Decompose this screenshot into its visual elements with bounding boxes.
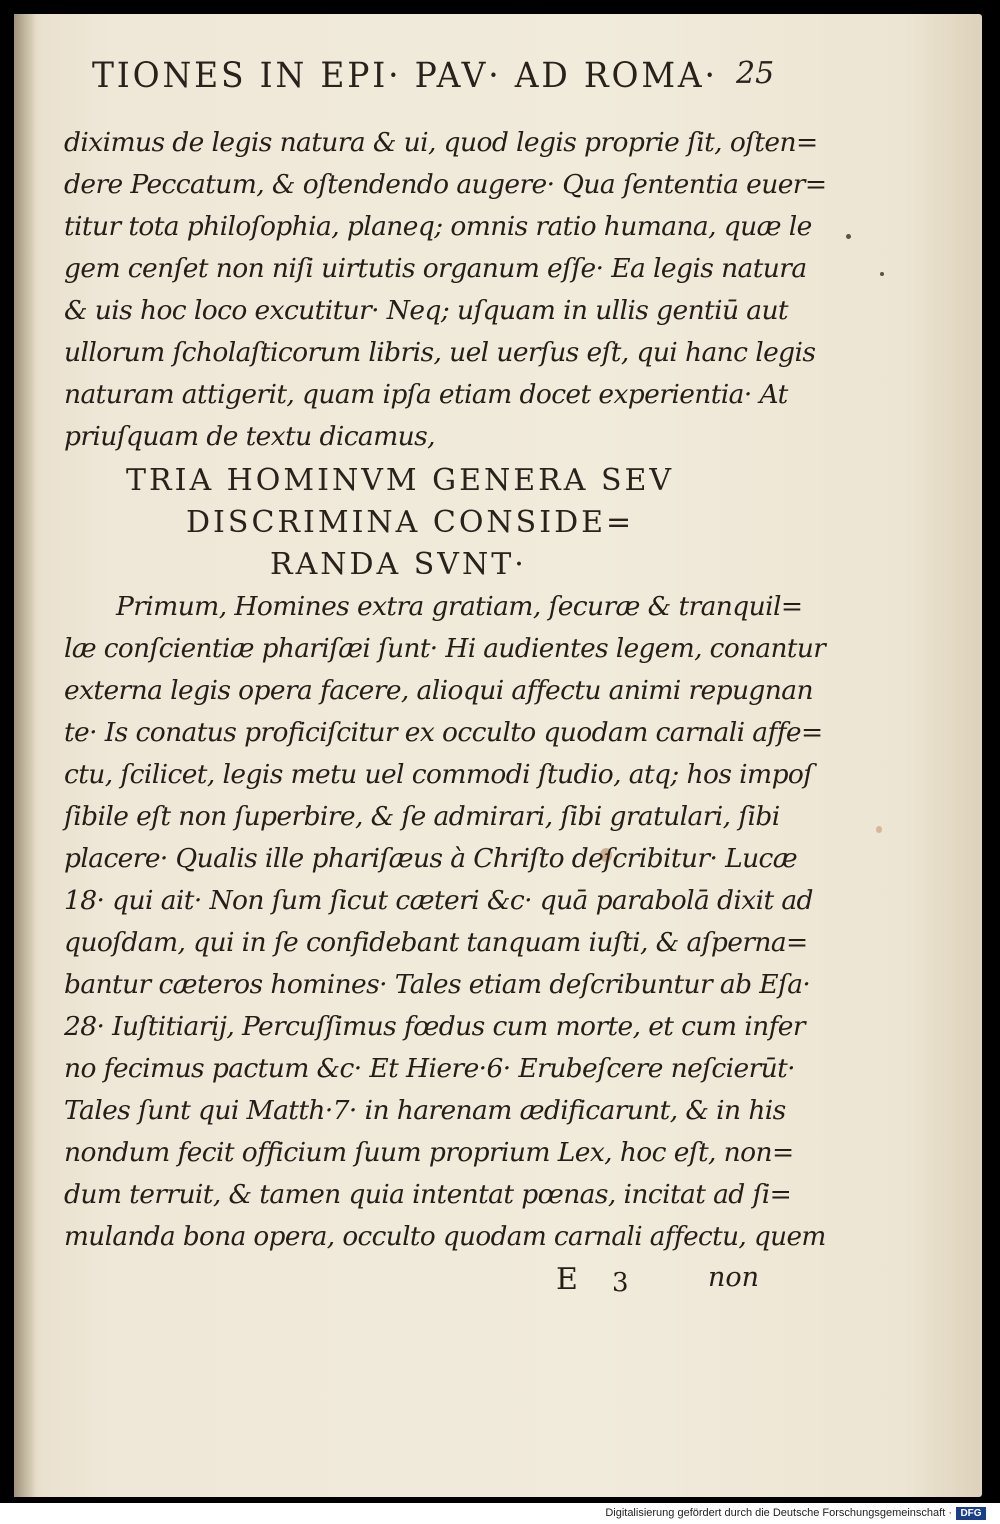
catchword: non bbox=[708, 1262, 760, 1293]
signature-mark-letter: E bbox=[556, 1262, 578, 1297]
footer-bar bbox=[0, 1503, 1000, 1524]
text-line: 18· qui ait· Non ſum ſicut cæteri &c· quā parabolā dixit ad bbox=[64, 885, 813, 916]
text-line: læ conſcientiæ phariſæi ſunt· Hi audientes legem, conantur bbox=[64, 633, 826, 664]
text-line: bantur cæteros homines· Tales etiam deſcribuntur ab Eſa· bbox=[64, 969, 811, 1000]
text-line: naturam attigerit, quam ipſa etiam docet experientia· At bbox=[64, 379, 788, 410]
running-head-title: TIONES IN EPI· PAV· AD ROMA· bbox=[92, 56, 718, 96]
text-line: priuſquam de textu dicamus, bbox=[64, 421, 435, 452]
paper-stain bbox=[876, 826, 882, 833]
page-number: 25 bbox=[736, 56, 775, 91]
paper-stain bbox=[846, 234, 851, 239]
section-heading-line: RANDA SVNT· bbox=[270, 547, 527, 582]
text-line: te· Is conatus proficiſcitur ex occulto quodam carnali affe= bbox=[64, 717, 823, 748]
text-line: diximus de legis natura & ui, quod legis proprie ſit, oſten= bbox=[64, 127, 818, 158]
text-line: Primum, Homines extra gratiam, ſecuræ & tranquil= bbox=[116, 591, 803, 622]
text-line: placere· Qualis ille phariſæus à Chriſto deſcribitur· Lucæ bbox=[64, 843, 798, 874]
paper-stain bbox=[880, 272, 884, 276]
text-line: no fecimus pactum &c· Et Hiere·6· Erubeſcere neſcierūt· bbox=[64, 1053, 795, 1084]
text-line: Tales ſunt qui Matth·7· in harenam ædificarunt, & in his bbox=[64, 1095, 786, 1126]
signature-mark-number: 3 bbox=[612, 1268, 629, 1298]
text-line: quoſdam, qui in ſe confidebant tanquam iuſti, & aſperna= bbox=[64, 927, 808, 958]
text-line: mulanda bona opera, occulto quodam carnali affectu, quem bbox=[64, 1221, 826, 1252]
page-gutter-shadow bbox=[14, 14, 36, 1497]
funding-credit: Digitalisierung gefördert durch die Deutsche Forschungsgemeinschaft · bbox=[605, 1507, 952, 1519]
text-line: ctu, ſcilicet, legis metu uel commodi ſtudio, atq; hos impoſ bbox=[64, 759, 813, 790]
text-line: & uis hoc loco excutitur· Neq; uſquam in ullis gentiū aut bbox=[64, 295, 788, 326]
section-heading-line: DISCRIMINA CONSIDE= bbox=[186, 505, 635, 540]
text-line: ſibile eſt non ſuperbire, & ſe admirari, ſibi gratulari, ſibi bbox=[64, 801, 780, 832]
text-line: nondum fecit officium ſuum proprium Lex, hoc eſt, non= bbox=[64, 1137, 794, 1168]
dfg-logo-icon: DFG bbox=[956, 1507, 986, 1520]
text-line: externa legis opera facere, alioqui affectu animi repugnan bbox=[64, 675, 813, 706]
section-heading-line: TRIA HOMINVM GENERA SEV bbox=[126, 463, 675, 498]
text-line: dere Peccatum, & oſtendendo augere· Qua ſententia euer= bbox=[64, 169, 827, 200]
text-line: gem cenſet non niſi uirtutis organum eſſe· Ea legis natura bbox=[64, 253, 807, 284]
text-line: titur tota philoſophia, planeq; omnis ratio humana, quæ le bbox=[64, 211, 812, 242]
text-line: ullorum ſcholaſticorum libris, uel uerſus eſt, qui hanc legis bbox=[64, 337, 816, 368]
text-line: 28· Iuſtitiarij, Percuſſimus fœdus cum morte, et cum infer bbox=[64, 1011, 805, 1042]
text-line: dum terruit, & tamen quia intentat pœnas, incitat ad ſi= bbox=[64, 1179, 792, 1210]
